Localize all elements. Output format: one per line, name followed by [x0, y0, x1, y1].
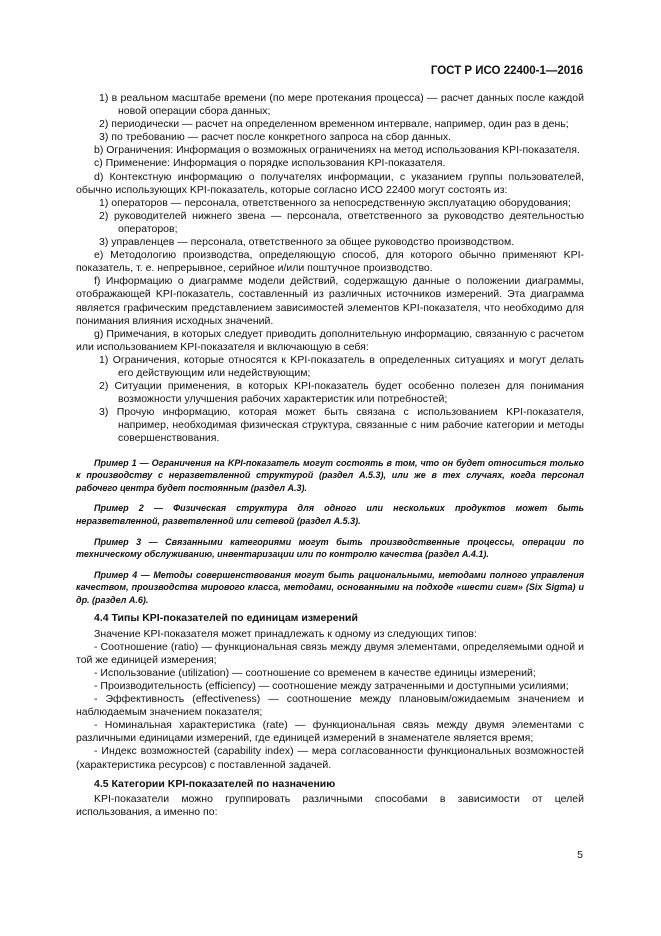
- example-4: Пример 4 — Методы совершенствования могут быть рациональными, методами полного управления качеством, производства мирового класса, методами, основанными на подходе «шести сигм» (Six Sigma) и др. (раздел А.6).: [76, 569, 584, 605]
- paragraph: c) Применение: Информация о порядке использования KPI-показателя.: [94, 157, 446, 170]
- list-item: 3) по требованию — расчет после конкретного запроса на сбор данных.: [99, 131, 452, 144]
- paragraph: g) Примечания, в которых следует приводить дополнительную информацию, связанную с расчетом или использованием KPI-показателя и включающую в себя:: [76, 327, 584, 353]
- list-item: 3) управленцев — персонала, ответственного за общее руководство производством.: [99, 236, 515, 249]
- list-item: - Использование (utilization) — соотношение со временем в качестве единицы измерений;: [94, 666, 536, 679]
- example-3: Пример 3 — Связанными категориями могут быть производственные процессы, операции по техническому обслуживанию, инвентаризации или по контролю качества (раздел А.4.1).: [76, 536, 584, 560]
- document-header: ГОСТ Р ИСО 22400-1—2016: [430, 65, 583, 77]
- example-1: Пример 1 — Ограничения на KPI-показатель могут состоять в том, что он будет относиться только к производству с неразветвленной структурой (раздел А.5.3), или же в тех случаях, когда персонал рабочего центра будет постоянным (раздел А.3).: [76, 457, 584, 493]
- page-body: [76, 92, 584, 819]
- paragraph: d) Контекстную информацию о получателях информации, с указанием группы пользователей, обычно использующих KPI-показатель, которые согласно ИСО 22400 могут состоять из:: [76, 170, 584, 196]
- list-item: - Эффективность (effectiveness) — соотношение между плановым/ожидаемым значением и наблюдаемым значением показателя;: [76, 693, 584, 719]
- list-item: 1) в реальном масштабе времени (по мере протекания процесса) — расчет данных после каждой новой операции сбора данных;: [99, 92, 584, 118]
- example-2: Пример 2 — Физическая структура для одного или нескольких продуктов может быть неразветвленной, разветвленной или сетевой (раздел А.5.3).: [76, 503, 584, 526]
- paragraph: e) Методологию производства, определяющую способ, для которого обычно применяют KPI-показатель, т. е. непрерывное, серийное и/или поштучное производство.: [76, 249, 584, 275]
- list-item: 1) операторов — персонала, ответственного за непосредственную эксплуатацию оборудования;: [99, 196, 571, 209]
- list-item: 3) Прочую информацию, которая может быть связана с использованием KPI-показателя, например, необходимая физическая структура, связанные с ним рабочие категории и методы совершенствования.: [99, 406, 584, 445]
- paragraph: f) Информацию о диаграмме модели действий, содержащую данные о положении диаграммы, отображающей KPI-показатель, составленный из различных источников измерений. Эта диаграмма является графическим представлением зависимостей элементов KPI-показателя, что необходимо для понимания влияния исходных значений.: [76, 275, 584, 327]
- page-number: 5: [577, 849, 583, 861]
- list-item: - Соотношение (ratio) — функциональная связь между двумя элементами, определяемыми одной и той же единицей измерения;: [76, 640, 584, 666]
- paragraph: b) Ограничения: Информация о возможных ограничениях на метод использования KPI-показателя.: [94, 144, 580, 157]
- section-heading-4-5: 4.5 Категории KPI-показателей по назначению: [94, 777, 336, 790]
- list-item: 1) Ограничения, которые относятся к KPI-показатель в определенных ситуациях и могут делать его действующим или недействующим;: [99, 353, 584, 379]
- section-heading-4-4: 4.4 Типы KPI-показателей по единицам измерений: [94, 612, 358, 625]
- list-item: - Производительность (efficiency) — соотношение между затраченными и доступными усилиями;: [94, 679, 569, 692]
- list-item: - Номинальная характеристика (rate) — функциональная связь между двумя элементами с различными единицами измерений, где единицей измерений в знаменателе является время;: [76, 719, 584, 745]
- paragraph: KPI-показатели можно группировать различными способами в зависимости от целей использования, а именно по:: [76, 792, 584, 818]
- list-item: 2) руководителей нижнего звена — персонала, ответственного за руководство деятельностью операторов;: [99, 209, 584, 235]
- list-item: 2) периодически — расчет на определенном временном интервале, например, один раз в день;: [99, 118, 569, 131]
- list-item: - Индекс возможностей (capability index) — мера согласованности функциональных возможностей (характеристика ресурсов) с поставленной задачей.: [76, 745, 584, 771]
- list-item: 2) Ситуации применения, в которых KPI-показатель будет особенно полезен для понимания возможности улучшения рабочих характеристик или потребностей;: [99, 380, 584, 406]
- paragraph: Значение KPI-показателя может принадлежать к одному из следующих типов:: [94, 627, 477, 640]
